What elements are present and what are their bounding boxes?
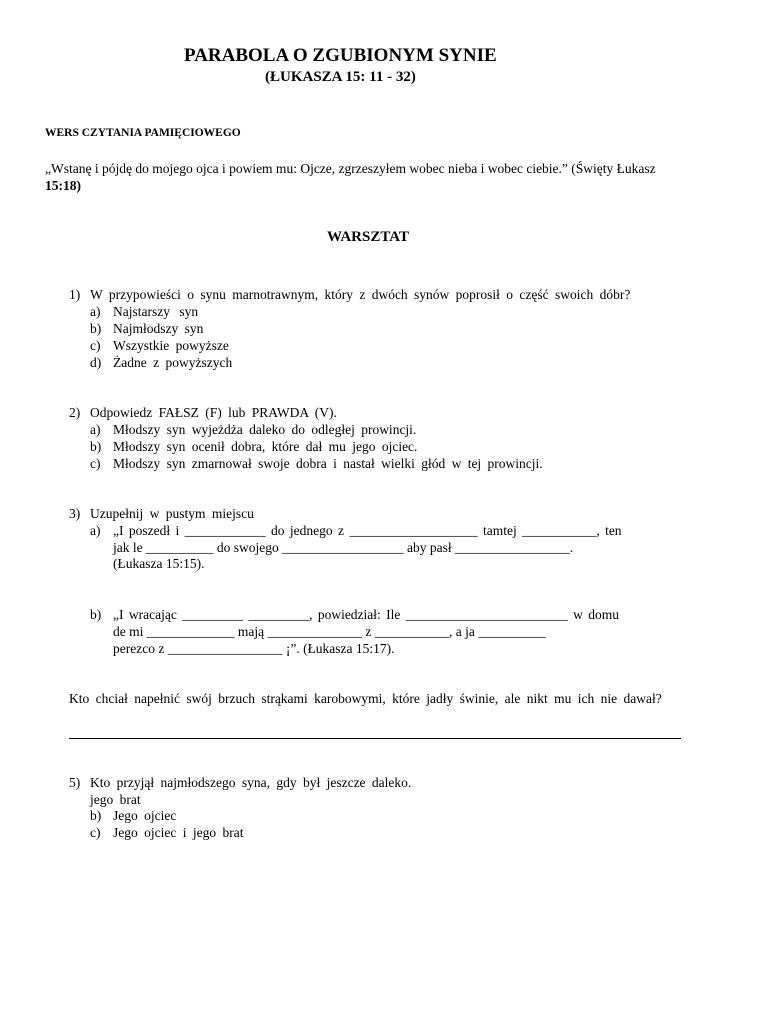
question-number: 5) [69,775,81,790]
question-number: 3) [69,506,81,521]
memory-verse-label: WERS CZYTANIA PAMIĘCIOWEGO [45,127,241,139]
option-letter: b) [90,439,102,454]
memory-verse-ref: 15:18) [45,178,81,193]
workshop-heading: WARSZTAT [327,229,409,245]
option-text: Młodszy syn zmarnował swoje dobra i nastał wielki głód w tej prowincji. [113,456,543,471]
option-letter: a) [90,304,101,319]
fill-in-line: de mi _____________ mają ______________ z ___________, a ja __________ [113,624,546,639]
option-text: Jego ojciec i jego brat [113,825,244,840]
option-letter: a) [90,523,101,538]
option-letter: b) [90,321,102,336]
option-text: Wszystkie powyższe [113,338,229,353]
option-text: Młodszy syn wyjeżdża daleko do odległej prowincji. [113,422,417,437]
fill-in-reference: (Łukasza 15:15). [113,556,205,571]
option-letter: b) [90,607,102,622]
page-title: PARABOLA O ZGUBIONYM SYNIE [184,45,497,66]
option-text: Żadne z powyższych [113,355,233,370]
page-subtitle: (ŁUKASZA 15: 11 - 32) [265,69,416,85]
option-letter: c) [90,825,101,840]
option-letter: b) [90,808,102,823]
option-text: jego brat [90,792,141,807]
option-letter: d) [90,355,102,370]
option-text: Najmłodszy syn [113,321,204,336]
fill-in-line: perezco z _________________ ¡”. (Łukasza 15:17). [113,641,395,656]
memory-verse-text: „Wstanę i pójdę do mojego ojca i powiem mu: Ojcze, zgrzeszyłem wobec nieba i wobec ciebie.” (Święty Łukasz [45,161,656,176]
question-number: 1) [69,287,81,302]
option-letter: a) [90,422,101,437]
fill-in-line: „I poszedł i ____________ do jednego z ___________________ tamtej ___________, ten [113,523,622,538]
question-text: W przypowieści o synu marnotrawnym, który z dwóch synów poprosił o część swoich dóbr? [90,287,631,302]
option-letter: c) [90,338,101,353]
question-text: Uzupełnij w pustym miejscu [90,506,254,521]
option-letter: c) [90,456,101,471]
question-text: Kto przyjął najmłodszego syna, gdy był jeszcze daleko. [90,775,412,790]
option-text: Młodszy syn ocenił dobra, które dał mu jego ojciec. [113,439,418,454]
question-number: 2) [69,405,81,420]
fill-in-line: „I wracając _________ _________, powiedział: Ile ________________________ w domu [113,607,620,622]
question-text: Kto chciał napełnić swój brzuch strąkami karobowymi, które jadły świnie, ale nikt mu ich nie dawał? [69,691,662,706]
option-text: Najstarszy syn [113,304,199,319]
answer-line [69,738,681,739]
fill-in-line: jak le __________ do swojego __________________ aby pasł _________________. [113,540,574,555]
question-text: Odpowiedz FAŁSZ (F) lub PRAWDA (V). [90,405,337,420]
option-text: Jego ojciec [113,808,177,823]
